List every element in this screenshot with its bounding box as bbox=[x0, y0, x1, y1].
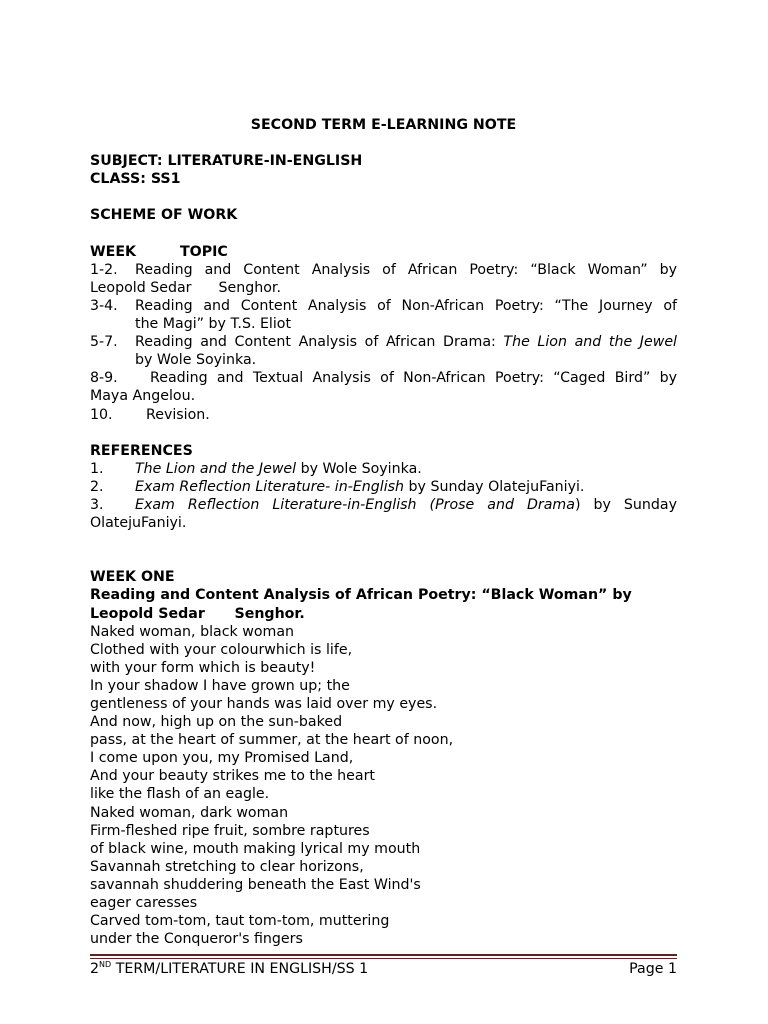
poem-line: savannah shuddering beneath the East Wind's bbox=[90, 876, 421, 893]
reference-item: 1. The Lion and the Jewel by Wole Soyinka. bbox=[90, 460, 422, 477]
poem-line: pass, at the heart of summer, at the heart of noon, bbox=[90, 732, 454, 749]
poem-line: eager caresses bbox=[90, 895, 198, 912]
scheme-item: 5-7. Reading and Content Analysis of African Drama: The Lion and the Jewel bbox=[90, 334, 677, 351]
scheme-item-cont: Maya Angelou. bbox=[90, 388, 196, 405]
week-one-heading: WEEK ONE bbox=[90, 569, 175, 586]
scheme-item: 1-2. Reading and Content Analysis of African Poetry: “Black Woman” by bbox=[90, 261, 677, 278]
scheme-table-header bbox=[90, 243, 677, 261]
week-one-title-cont: Leopold Sedar Senghor. bbox=[90, 605, 305, 622]
reference-item: 2. Exam Reflection Literature- in-English by Sunday OlatejuFaniyi. bbox=[90, 478, 585, 495]
poem-line: gentleness of your hands was laid over my eyes. bbox=[90, 696, 438, 712]
page-title: SECOND TERM E-LEARNING NOTE bbox=[250, 117, 517, 133]
scheme-item-cont: the Magi” by T.S. Eliot bbox=[135, 316, 292, 333]
poem-line: of black wine, mouth making lyrical my mouth bbox=[90, 840, 421, 857]
poem-line: Naked woman, dark woman bbox=[90, 804, 289, 821]
week-column-label: WEEK bbox=[90, 243, 137, 260]
footer-rule-thick bbox=[90, 954, 677, 956]
scheme-item: 3-4. Reading and Content Analysis of Non-African Poetry: “The Journey of bbox=[90, 297, 677, 314]
poem-line: with your form which is beauty! bbox=[90, 659, 316, 676]
topic-column-label: TOPIC bbox=[180, 243, 228, 260]
class-line: CLASS: SS1 bbox=[90, 171, 181, 188]
document-page bbox=[90, 116, 677, 948]
scheme-item-cont: by Wole Soyinka. bbox=[135, 352, 257, 369]
page-number: Page 1 bbox=[629, 961, 677, 977]
poem-line: Savannah stretching to clear horizons, bbox=[90, 858, 364, 875]
subject-line: SUBJECT: LITERATURE-IN-ENGLISH bbox=[90, 153, 363, 170]
poem-line: under the Conqueror's fingers bbox=[90, 931, 303, 948]
poem-line: And now, high up on the sun-baked bbox=[90, 714, 343, 731]
page-footer bbox=[90, 960, 677, 978]
reference-item: 3. Exam Reflection Literature-in-English (Prose and Drama) by Sunday bbox=[90, 496, 677, 513]
poem-line: And your beauty strikes me to the heart bbox=[90, 768, 375, 785]
scheme-heading: SCHEME OF WORK bbox=[90, 207, 238, 224]
poem-line: like the flash of an eagle. bbox=[90, 786, 270, 803]
scheme-item: 8-9. Reading and Textual Analysis of Non-African Poetry: “Caged Bird” by bbox=[90, 370, 677, 387]
footer-rule-thin bbox=[90, 958, 677, 959]
poem-line: Clothed with your colourwhich is life, bbox=[90, 641, 353, 658]
poem bbox=[90, 623, 677, 949]
footer-course-label: 2ND TERM/LITERATURE IN ENGLISH/SS 1 bbox=[90, 960, 369, 977]
scheme-item-cont: Leopold Sedar Senghor. bbox=[90, 279, 281, 296]
poem-line: Firm-fleshed ripe fruit, sombre raptures bbox=[90, 822, 370, 839]
references-heading: REFERENCES bbox=[90, 442, 193, 459]
poem-line: I come upon you, my Promised Land, bbox=[90, 750, 354, 767]
poem-line: In your shadow I have grown up; the bbox=[90, 677, 350, 694]
poem-line: Naked woman, black woman bbox=[90, 623, 295, 640]
week-one-title: Reading and Content Analysis of African Poetry: “Black Woman” by bbox=[90, 587, 632, 604]
scheme-item: 10. Revision. bbox=[90, 406, 210, 423]
reference-item-cont: OlatejuFaniyi. bbox=[90, 515, 187, 532]
poem-line: Carved tom-tom, taut tom-tom, muttering bbox=[90, 913, 390, 930]
